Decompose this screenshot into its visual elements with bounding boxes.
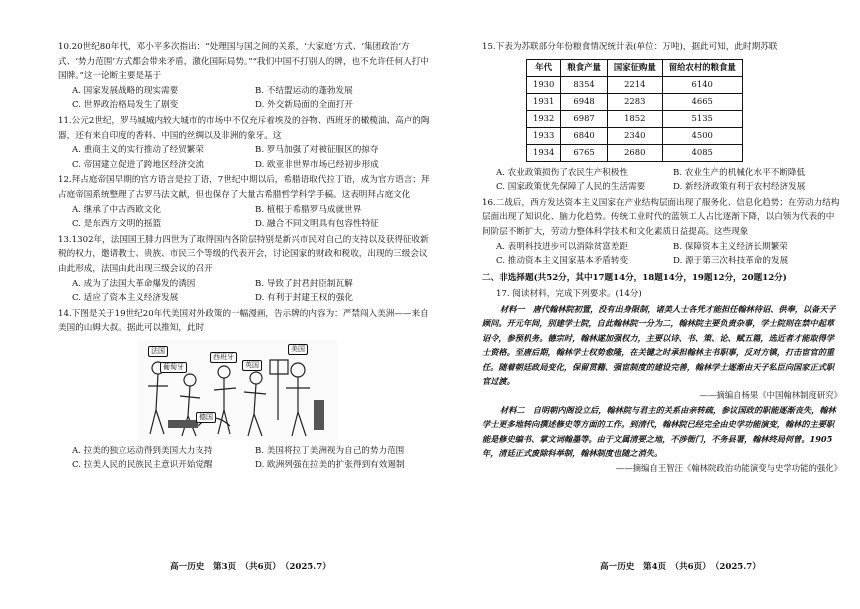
table-cell: 6765 xyxy=(561,144,608,161)
table-cell: 1932 xyxy=(527,110,561,127)
options xyxy=(496,240,842,269)
table-cell: 6140 xyxy=(662,76,742,93)
grain-statistics-table xyxy=(526,59,743,162)
options xyxy=(72,444,430,473)
option-d: D. 源于第三次科技革命的发展 xyxy=(673,256,789,267)
section-heading: 二、非选择题(共52分，其中17题14分，18题14分，19题12分，20题12分) xyxy=(482,272,787,283)
option-d: D. 欧洲列强在拉美的扩张得到有效遏制 xyxy=(255,460,405,471)
cartoon-tag-usa: 美国 xyxy=(288,344,308,355)
table-cell: 2283 xyxy=(607,93,662,110)
question-number: 14. xyxy=(58,308,72,319)
table-cell: 1930 xyxy=(527,76,561,93)
option-b: B. 保障资本主义经济长期繁荣 xyxy=(673,241,788,252)
material-two: 材料二 自明朝内阁设立后，翰林院与君主的关系由亲转疏，参议国政的职能逐渐丧失，翰林学士更多地转向撰述修史等方面的工作。到清代，翰林院已经完全由史学功能演变，翰林的主要职能是修史编书、掌文词翰墨等。由于文属清要之地，不涉衙门，不务县署，翰林终局何曾。1905年，清廷正式废除科举制，翰林制度也随之消失。 xyxy=(482,404,836,459)
table-cell: 4665 xyxy=(662,93,742,110)
table-cell: 6987 xyxy=(561,110,608,127)
cartoon-tag-spain: 西班牙 xyxy=(210,352,237,363)
table-cell: 1931 xyxy=(527,93,561,110)
option-c: C. 是东西方文明的摇篮 xyxy=(72,219,162,230)
option-b: B. 农业生产的机械化水平不断降低 xyxy=(673,167,806,178)
table-cell: 2340 xyxy=(607,127,662,144)
table-cell: 1852 xyxy=(607,110,662,127)
option-d: D. 有利于封建王权的强化 xyxy=(255,293,353,304)
question-14 xyxy=(58,307,430,473)
question-number: 10. xyxy=(58,42,72,52)
question-stem: 拜占庭帝国早期的官方语言是拉丁语，7世纪中期以后，希腊语取代拉丁语，成为官方语言；拜占庭帝国系统整理了古罗马法文献，但也保存了大量古希腊哲学科学手稿。这表明拜占庭文化 xyxy=(58,175,430,200)
table-cell: 4085 xyxy=(662,144,742,161)
option-d: D. 融合不同文明具有包容性特征 xyxy=(255,219,379,230)
option-a: A. 拉美的独立运动得到美国大力支持 xyxy=(72,445,213,456)
table-cell: 2214 xyxy=(607,76,662,93)
question-stem: 1302年，法国国王腓力四世为了取得国内各阶层特别是新兴市民对自己的支持以及获得征收新税的权力，邀请教士、贵族、市民三个等级的代表开会，讨论国家的财政和税收，出现的三级会议由此形成，法国由此出现三级会议的召开 xyxy=(58,234,429,274)
page-footer-left: 高一历史 第3页 （共6页） （2025.7） xyxy=(170,562,331,572)
question-number: 12. xyxy=(58,175,72,186)
option-a: A. 成为了法国大革命爆发的诱因 xyxy=(72,278,196,289)
option-b: B. 植根于希腊罗马成就世界 xyxy=(255,204,362,215)
table-cell: 8354 xyxy=(561,76,608,93)
question-13 xyxy=(58,233,430,306)
option-d: D. 外交新局面的全面打开 xyxy=(255,100,353,111)
option-d: D. 欧亚非世界市场已经初步形成 xyxy=(255,159,379,170)
options xyxy=(72,277,430,306)
table-header: 留给农村的粮食量 xyxy=(662,59,742,76)
cartoon-tag-france: 法国 xyxy=(148,346,168,357)
question-12 xyxy=(58,173,430,231)
material-one: 材料一 唐代翰林院初置，没有出身限制，诸美人士各凭才能担任翰林待诏、供奉，以备天子顾问。开元年间，别建学士院，自此翰林院一分为二，翰林院主要负责杂事，学士院则在禁中起草诏令，参预机务。德宗时，翰林遂加强权力，主要以诗、书、策、论、赋五篇，选近者才能取得学士资格。至唐后期，翰林学士权势愈隆，在关键之时承担翰林主书职事，反对方镇，打击宦官的重任。随着朝廷政局变化，保留贯籍、强宦制度的建设完善，翰林学士逐渐由天子私臣向国家正式职官过渡。 xyxy=(482,303,836,386)
political-cartoon xyxy=(138,340,338,440)
cartoon-illustration xyxy=(138,340,338,440)
question-10 xyxy=(58,40,430,113)
table-cell: 1934 xyxy=(527,144,561,161)
option-a: A. 表明科技进步可以消除贫富差距 xyxy=(496,241,628,252)
material-two-source: ——摘编自王智汪《翰林院政治功能演变与史学功能的强化》 xyxy=(615,462,842,473)
cartoon-tag-portugal: 葡萄牙 xyxy=(160,362,187,373)
table-header: 年代 xyxy=(527,59,561,76)
question-title: 17. 阅读材料，完成下列要求。(14分) xyxy=(496,289,642,300)
options xyxy=(496,166,842,195)
option-a: A. 农业政策损伤了农民生产积极性 xyxy=(496,167,628,178)
table-row xyxy=(527,144,743,161)
table-cell: 6840 xyxy=(561,127,608,144)
table-row xyxy=(527,93,743,110)
question-number: 13. xyxy=(58,234,72,245)
option-c: C. 国家政策优先保障了人民的生活需要 xyxy=(496,182,646,193)
table-row xyxy=(527,110,743,127)
option-c: C. 适应了资本主义经济发展 xyxy=(72,293,179,304)
option-c: C. 拉美人民的民族民主意识开始觉醒 xyxy=(72,460,213,471)
material-one-source: ——摘编自杨果《中国翰林制度研究》 xyxy=(699,390,842,401)
right-column xyxy=(482,40,842,475)
option-a: A. 国家发展战略的现实需要 xyxy=(72,85,179,96)
left-column xyxy=(58,40,430,474)
question-11 xyxy=(58,114,430,172)
option-a: A. 重商主义的实行推动了经贸繁荣 xyxy=(72,145,204,156)
question-17 xyxy=(482,287,842,475)
table-cell: 2680 xyxy=(607,144,662,161)
table-row xyxy=(527,76,743,93)
option-d: D. 新经济政策有利于农村经济发展 xyxy=(673,182,806,193)
cartoon-tag-britain: 英国 xyxy=(242,360,262,371)
table-header-row xyxy=(527,59,743,76)
question-number: 11. xyxy=(58,115,72,126)
table-cell: 6948 xyxy=(561,93,608,110)
question-stem: 下图是关于19世纪20年代美国对外政策的一幅漫画，告示牌的内容为：严禁闯入美洲——来自美国的山姆大叔。据此可以推知，此时 xyxy=(58,308,429,334)
option-b: B. 美国将拉丁美洲视为自己的势力范围 xyxy=(255,445,405,456)
question-stem: 公元2世纪，罗马城城内较大城市的市场中不仅充斥着埃及的谷物、西班牙的橄榄油、高卢的陶器，还有来自印度的香料、中国的丝绸以及非洲的象牙。这 xyxy=(58,115,430,141)
option-c: C. 世界政治格局发生了剧变 xyxy=(72,100,179,111)
question-number: 15. xyxy=(482,42,496,52)
options xyxy=(72,143,430,172)
question-stem: 20世纪80年代，邓小平多次指出：“处理国与国之间的关系，‘大家庭’方式、‘集团政治’方式、‘势力范围’方式都会带来矛盾，激化国际局势。”“我们中国不打别人的牌，也不允许任何人打中国牌。”这一论断主要是基于 xyxy=(58,42,429,82)
page-footer-right: 高一历史 第4页 （共6页） （2025.7） xyxy=(600,562,761,572)
table-header: 国家征购量 xyxy=(607,59,662,76)
option-b: B. 不结盟运动的蓬勃发展 xyxy=(255,85,353,96)
option-c: C. 帝国建立促进了跨地区经济交流 xyxy=(72,159,205,170)
options xyxy=(72,84,430,113)
option-b: B. 罗马加强了对被征服区的掠夺 xyxy=(255,145,379,156)
table-header: 粮食产量 xyxy=(561,59,608,76)
option-a: A. 继承了中古西欧文化 xyxy=(72,204,162,215)
table-row xyxy=(527,127,743,144)
question-number: 16. xyxy=(482,197,496,208)
option-c: C. 推动资本主义国家基本矛盾转变 xyxy=(496,256,629,267)
table-cell: 1933 xyxy=(527,127,561,144)
option-b: B. 导致了封君封臣制瓦解 xyxy=(255,278,353,289)
question-stem: 下表为苏联部分年份粮食情况统计表(单位：万吨)，据此可知，此时期苏联 xyxy=(495,42,778,52)
question-stem: 二战后，西方发达资本主义国家在产业结构层面出现了服务化、信息化趋势；在劳动力结构层面出现了知识化、脑力化趋势。传统工业时代的蓝领工人占比逐渐下降，以白领为代表的中间阶层不断扩大，劳动力整体科学技术和文化素质日益提高。这些现象 xyxy=(482,197,840,237)
options xyxy=(72,203,430,232)
table-cell: 5135 xyxy=(662,110,742,127)
question-15 xyxy=(482,40,842,195)
question-16 xyxy=(482,196,842,269)
table-cell: 4500 xyxy=(662,127,742,144)
cartoon-tag-germany: 德国 xyxy=(196,412,216,423)
